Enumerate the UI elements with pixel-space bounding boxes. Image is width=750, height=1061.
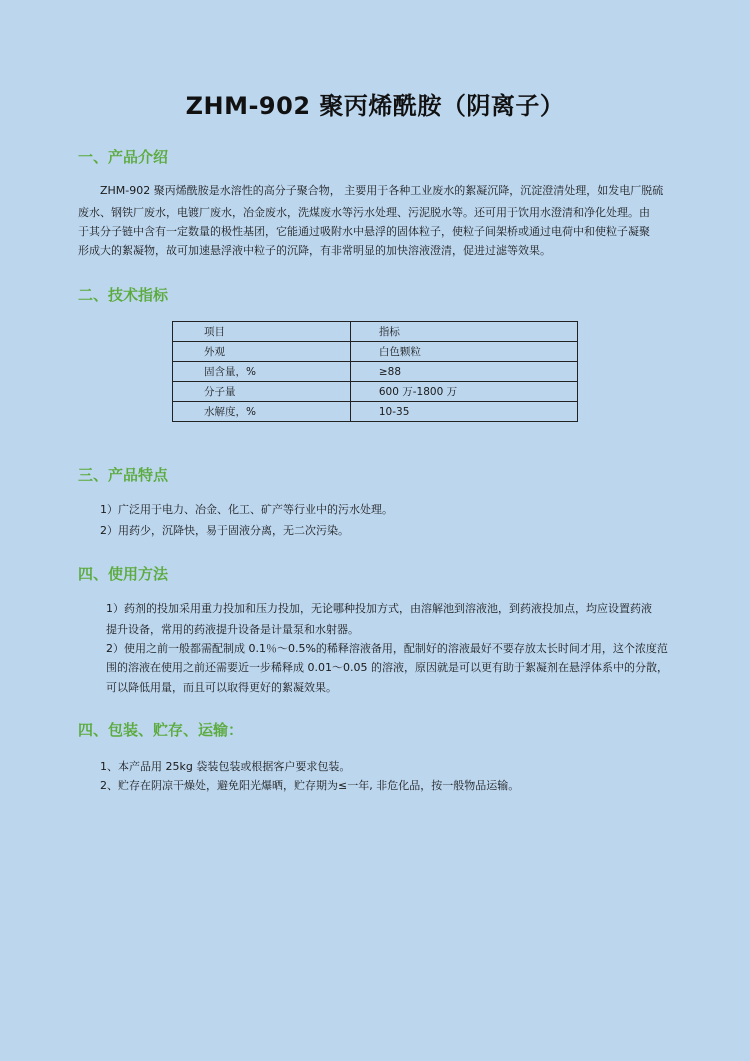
- section-heading-packaging: 四、包装、贮存、运输：: [78, 721, 244, 739]
- table-cell: ≥88: [350, 362, 577, 382]
- intro-line-3: 于其分子链中含有一定数量的极性基团，它能通过吸附水中悬浮的固体粒子，使粒子间架桥或通过电荷中和使粒子凝聚: [78, 225, 650, 238]
- intro-line-2: 废水、钢铁厂废水，电镀厂废水，冶金废水，洗煤废水等污水处理、污泥脱水等。还可用于饮用水澄清和净化处理。由: [78, 206, 650, 219]
- table-cell: 分子量: [173, 382, 351, 402]
- section-heading-intro: 一、产品介绍: [78, 148, 169, 166]
- table-cell: 600 万-1800 万: [350, 382, 577, 402]
- usage-line-2: 提升设备，常用的药液提升设备是计量泵和水射器。: [106, 623, 359, 636]
- section-heading-features: 三、产品特点: [78, 466, 169, 484]
- table-cell: 外观: [173, 342, 351, 362]
- table-cell: 10-35: [350, 402, 577, 422]
- table-cell: 固含量，%: [173, 362, 351, 382]
- intro-line-4: 形成大的絮凝物，故可加速悬浮液中粒子的沉降，有非常明显的加快溶液澄清，促进过滤等效果。: [78, 244, 551, 257]
- intro-line-1: ZHM-902 聚丙烯酰胺是水溶性的高分子聚合物， 主要用于各种工业废水的絮凝沉降，沉淀澄清处理，如发电厂脱硫: [100, 184, 664, 197]
- usage-line-1: 1）药剂的投加采用重力投加和压力投加，无论哪种投加方式，由溶解池到溶液池，到药液投加点，均应设置药液: [106, 602, 652, 615]
- table-header-cell: 项目: [173, 322, 351, 342]
- section-heading-usage: 四、使用方法: [78, 565, 169, 583]
- table-cell: 白色颗粒: [350, 342, 577, 362]
- section-heading-specs: 二、技术指标: [78, 286, 169, 304]
- table-row: [173, 362, 578, 382]
- table-row: [173, 342, 578, 362]
- table-row: [173, 402, 578, 422]
- table-row: [173, 382, 578, 402]
- spec-table: [172, 321, 578, 422]
- usage-line-3: 2）使用之前一般都需配制成 0.1％～0.5%的稀释溶液备用，配制好的溶液最好不要存放太长时间才用，这个浓度范: [106, 642, 668, 655]
- feature-item-1: 1）广泛用于电力、冶金、化工、矿产等行业中的污水处理。: [100, 503, 393, 516]
- table-header-row: [173, 322, 578, 342]
- document-title: ZHM-902 聚丙烯酰胺（阴离子）: [185, 92, 565, 120]
- table-cell: 水解度，%: [173, 402, 351, 422]
- packaging-item-2: 2、贮存在阴凉干燥处，避免阳光爆晒，贮存期为≤一年, 非危化品，按一般物品运输。: [100, 779, 520, 792]
- usage-line-4: 围的溶液在使用之前还需要近一步稀释成 0.01～0.05 的溶液，原因就是可以更有助于絮凝剂在悬浮体系中的分散，: [106, 661, 668, 674]
- table-header-cell: 指标: [350, 322, 577, 342]
- usage-line-5: 可以降低用量，而且可以取得更好的絮凝效果。: [106, 681, 337, 694]
- feature-item-2: 2）用药少，沉降快，易于固液分离，无二次污染。: [100, 524, 349, 537]
- packaging-item-1: 1、本产品用 25kg 袋装包装或根据客户要求包装。: [100, 760, 351, 773]
